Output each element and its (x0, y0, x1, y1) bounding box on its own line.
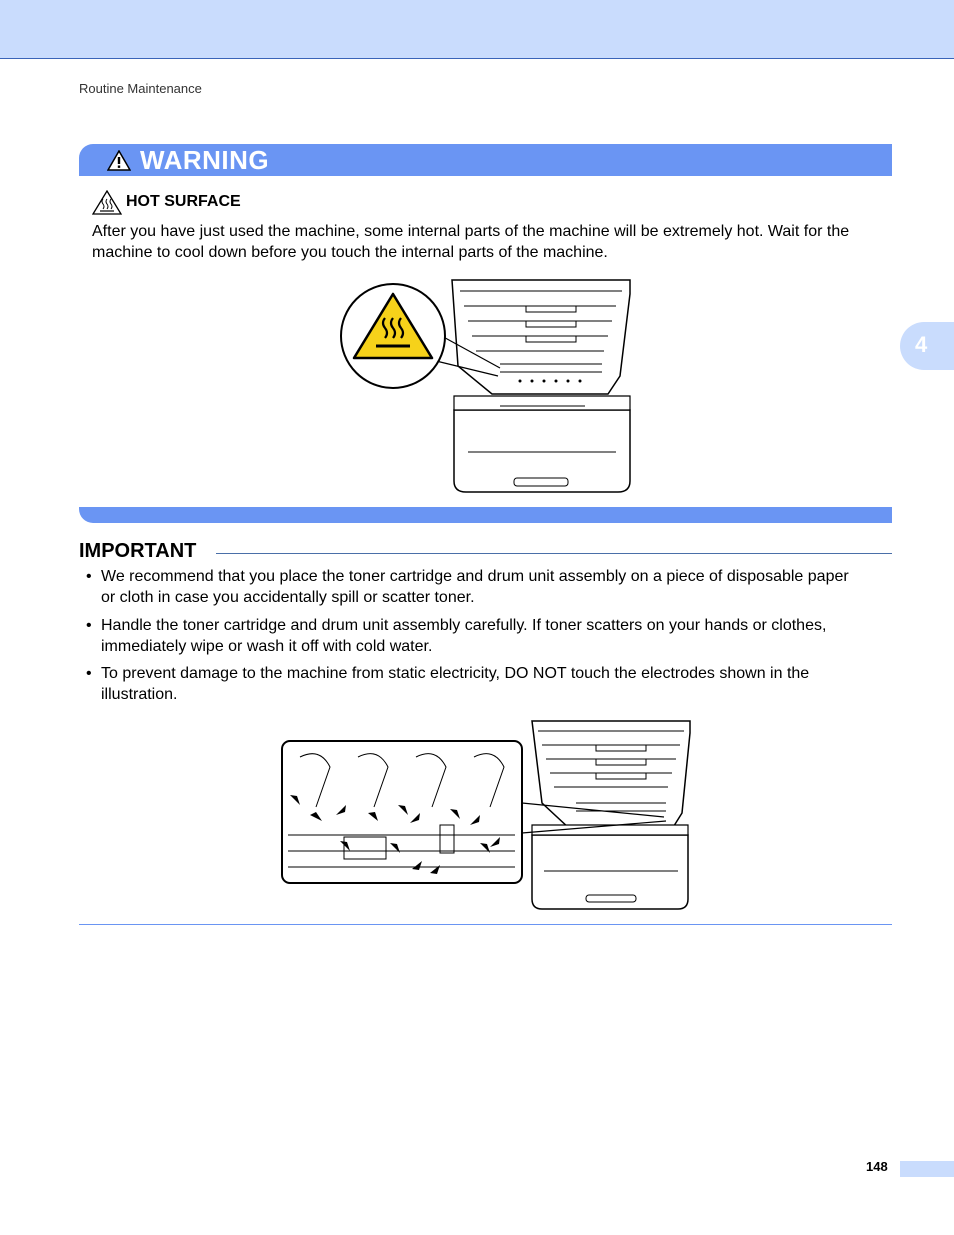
warning-body-line: machine to cool down before you touch the internal parts of the machine. (92, 243, 608, 261)
hot-surface-icon (92, 190, 122, 215)
bullet-marker: • (86, 568, 92, 585)
warning-banner-end (79, 507, 892, 523)
section-end-divider (79, 924, 892, 925)
warning-body-line: After you have just used the machine, some internal parts of the machine will be extremely hot. Wait for the (92, 223, 850, 240)
list-item-line: or cloth in case you accidentally spill or scatter toner. (101, 588, 475, 606)
list-item-line: To prevent damage to the machine from static electricity, DO NOT touch the electrodes shown in the (101, 665, 810, 682)
list-item-line: illustration. (101, 685, 178, 703)
chapter-number: 4 (915, 332, 928, 357)
page-number: 148 (866, 1159, 888, 1174)
list-item (101, 664, 896, 705)
bullet-marker: • (86, 617, 92, 634)
hot-surface-label: HOT SURFACE (126, 193, 241, 210)
warning-banner (79, 144, 892, 176)
list-item (101, 567, 896, 608)
list-item-line: We recommend that you place the toner cartridge and drum unit assembly on a piece of disposable paper (101, 568, 849, 585)
important-divider (216, 553, 892, 554)
electrodes-illustration (280, 717, 694, 913)
breadcrumb: Routine Maintenance (79, 81, 202, 96)
list-item-line: Handle the toner cartridge and drum unit assembly carefully. If toner scatters on your hands or clothes, (101, 617, 827, 634)
hot-surface-printer-illustration (340, 276, 635, 496)
list-item (101, 616, 896, 657)
warning-title: WARNING (140, 145, 270, 175)
bullet-marker: • (86, 665, 92, 682)
important-title: IMPORTANT (79, 540, 197, 562)
warning-triangle-icon (107, 150, 131, 171)
list-item-line: immediately wipe or wash it off with cold water. (101, 637, 433, 655)
chapter-tab[interactable] (900, 322, 954, 370)
page-number-tab (900, 1161, 954, 1177)
warning-body (92, 222, 892, 263)
top-header-band (0, 0, 954, 59)
